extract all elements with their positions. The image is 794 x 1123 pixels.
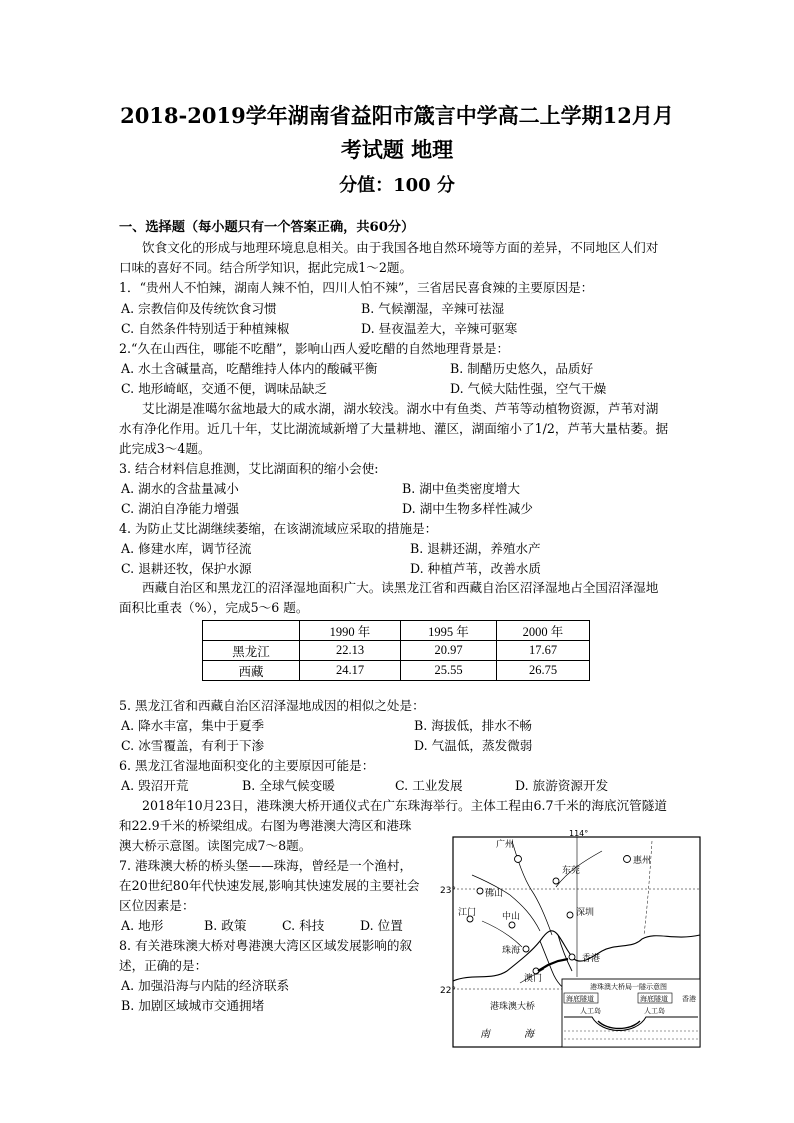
question-2-option-b[interactable]: B. 制醋历史悠久，品质好: [450, 361, 594, 376]
island-2-label: 人工岛: [644, 1007, 665, 1015]
sea-label-2: 海: [524, 1029, 534, 1040]
guangzhou-marker: [515, 856, 522, 863]
table-header-cell: [203, 621, 300, 641]
dongguan-label: 东莞: [562, 866, 581, 876]
bridge-label: 港珠澳大桥: [490, 1002, 536, 1012]
huizhou-label: 惠州: [633, 856, 652, 866]
table-cell: 25.55: [401, 661, 497, 681]
question-3-stem: 3. 结合材料信息推测，艾比湖面积的缩小会使:: [119, 461, 379, 476]
table-header-cell: 1990 年: [300, 621, 401, 641]
zhuhai-label: 珠海: [502, 946, 521, 956]
table-header-cell: 2000 年: [497, 621, 590, 641]
table-cell: 17.67: [497, 641, 590, 661]
dongguan-marker: [553, 878, 559, 884]
question-5-stem: 5. 黑龙江省和西藏自治区沼泽湿地成因的相似之处是：: [119, 698, 425, 713]
table-row: [203, 641, 590, 661]
table-cell: 20.97: [401, 641, 497, 661]
hongkong-label: 香港: [582, 954, 601, 964]
inset-hongkong-label: 香港: [682, 995, 696, 1003]
passage-1-line-1: 饮食文化的形成与地理环境息息相关。由于我国各地自然环境等方面的差异，不同地区人们对: [142, 240, 659, 255]
question-5-option-a[interactable]: A. 降水丰富，集中于夏季: [121, 718, 265, 733]
question-4-option-c[interactable]: C. 退耕还牧，保护水源: [121, 561, 252, 576]
question-4-option-d[interactable]: D. 种植芦苇，改善水质: [410, 561, 541, 576]
table-cell: 22.13: [300, 641, 401, 661]
shenzhen-label: 深圳: [576, 908, 595, 918]
question-6-option-d[interactable]: D. 旅游资源开发: [515, 778, 609, 793]
question-7-stem-3: 区位因素是：: [119, 898, 195, 913]
question-7-option-c[interactable]: C. 科技: [282, 918, 325, 933]
question-2-option-a[interactable]: A. 水土含碱量高，吃醋维持人体内的酸碱平衡: [121, 361, 378, 376]
table-cell: 24.17: [300, 661, 401, 681]
wetland-table: [202, 620, 590, 681]
question-7-option-b[interactable]: B. 政策: [204, 918, 247, 933]
passage-2-line-1: 艾比湖是准噶尔盆地最大的咸水湖，湖水较浅。湖水中有鱼类、芦苇等动植物资源，芦苇对湖: [142, 401, 659, 416]
passage-4-line-1: 2018年10月23日，港珠澳大桥开通仪式在广东珠海举行。主体工程由6.7千米的海底沉管隧道: [142, 798, 667, 813]
question-8-stem-1: 8. 有关港珠澳大桥对粤港澳大湾区区域发展影响的叙: [119, 938, 413, 953]
question-7-option-d[interactable]: D. 位置: [360, 918, 403, 933]
question-2-option-d[interactable]: D. 气候大陆性强，空气干燥: [450, 381, 607, 396]
question-3-option-d[interactable]: D. 湖中生物多样性减少: [402, 501, 533, 516]
question-1-stem: 1．“贵州人不怕辣，湖南人辣不怕，四川人怕不辣”，三省居民喜食辣的主要原因是：: [119, 280, 594, 295]
zhuhai-marker: [523, 946, 529, 952]
zhongshan-label: 中山: [502, 912, 521, 922]
question-6-option-a[interactable]: A. 毁沼开荒: [121, 778, 189, 793]
passage-3-line-1: 西藏自治区和黑龙江的沼泽湿地面积广大。读黑龙江省和西藏自治区沼泽湿地占全国沼泽湿地: [142, 580, 659, 595]
question-6-option-c[interactable]: C. 工业发展: [395, 778, 463, 793]
section-heading: 一、选择题（每小题只有一个答案正确，共60分）: [119, 220, 415, 235]
question-4-option-a[interactable]: A. 修建水库，调节径流: [121, 541, 252, 556]
question-6-option-b[interactable]: B. 全球气候变暖: [242, 778, 335, 793]
macao-label: 澳门: [524, 974, 543, 984]
passage-4-line-3: 澳大桥示意图。读图完成7～8题。: [119, 838, 312, 853]
passage-3-line-2: 面积比重表（%），完成5～6 题。: [119, 600, 309, 615]
lat-22-label: 22°: [440, 986, 456, 996]
question-6-stem: 6. 黑龙江省湿地面积变化的主要原因可能是：: [119, 758, 375, 773]
jiangmen-label: 江门: [458, 908, 477, 918]
table-row: [203, 661, 590, 681]
question-7-option-a[interactable]: A. 地形: [121, 918, 164, 933]
passage-1-line-2: 口味的喜好不同。结合所学知识，据此完成1～2题。: [119, 260, 413, 275]
question-5-option-b[interactable]: B. 海拔低，排水不畅: [414, 718, 533, 733]
question-8-option-b[interactable]: B. 加剧区域城市交通拥堵: [121, 998, 265, 1013]
question-3-option-b[interactable]: B. 湖中鱼类密度增大: [402, 481, 521, 496]
question-1-option-b[interactable]: B. 气候潮湿，辛辣可祛湿: [361, 301, 505, 316]
score-label: 分值：100 分: [339, 175, 455, 196]
hongkong-marker: [569, 954, 575, 960]
question-7-stem-2: 在20世纪80年代快速发展,影响其快速发展的主要社会: [119, 878, 420, 893]
passage-2-line-3: 此完成3～4题。: [119, 441, 211, 456]
inset-title: 港珠澳大桥局一隧示意图: [590, 983, 667, 991]
question-5-option-c[interactable]: C. 冰雪覆盖，有利于下渗: [121, 738, 265, 753]
title-line-1: 2018-2019学年湖南省益阳市箴言中学高二上学期12月月: [120, 103, 674, 128]
table-header-cell: 1995 年: [401, 621, 497, 641]
guangzhou-label: 广州: [496, 840, 515, 850]
lat-23-label: 23°: [440, 886, 456, 896]
table-cell: 黑龙江: [203, 641, 300, 661]
question-4-option-b[interactable]: B. 退耕还湖，养殖水产: [410, 541, 541, 556]
table-header-row: [203, 621, 590, 641]
question-4-stem: 4. 为防止艾比湖继续萎缩，在该湖流域应采取的措施是：: [119, 521, 438, 536]
huizhou-marker: [624, 856, 631, 863]
lon-label: 114°: [569, 829, 589, 838]
question-1-option-d[interactable]: D. 昼夜温差大，辛辣可驱寒: [361, 321, 518, 336]
foshan-marker: [477, 888, 483, 894]
question-7-stem-1: 7. 港珠澳大桥的桥头堡——珠海，曾经是一个渔村，: [119, 858, 413, 873]
shenzhen-marker: [567, 912, 573, 918]
question-3-option-c[interactable]: C. 湖泊自净能力增强: [121, 501, 239, 516]
table-cell: 西藏: [203, 661, 300, 681]
table-cell: 26.75: [497, 661, 590, 681]
island-1-label: 人工岛: [580, 1007, 601, 1015]
question-2-stem: 2.“久在山西住，哪能不吃醋”，影响山西人爱吃醋的自然地理背景是：: [119, 341, 510, 356]
gba-map: [440, 829, 702, 1049]
question-3-option-a[interactable]: A. 湖水的含盐量减小: [121, 481, 239, 496]
question-5-option-d[interactable]: D. 气温低，蒸发微弱: [414, 738, 533, 753]
zhongshan-marker: [509, 922, 515, 928]
question-1-option-a[interactable]: A. 宗教信仰及传统饮食习惯: [121, 301, 277, 316]
question-8-stem-2: 述，正确的是：: [119, 958, 208, 973]
question-8-option-a[interactable]: A. 加强沿海与内陆的经济联系: [121, 978, 290, 993]
foshan-label: 佛山: [485, 889, 504, 899]
tunnel-1-label: 海底隧道: [566, 995, 594, 1003]
passage-2-line-2: 水有净化作用。近几十年，艾比湖流域新增了大量耕地、灌区，湖面缩小了1/2，芦苇大量枯萎。据: [119, 421, 669, 436]
sea-label-1: 南: [480, 1029, 490, 1040]
title-line-2: 考试题 地理: [340, 137, 454, 162]
question-2-option-c[interactable]: C. 地形崎岖，交通不便，调味品缺乏: [121, 381, 328, 396]
passage-4-line-2: 和22.9千米的桥梁组成。右图为粤港澳大湾区和港珠: [119, 818, 412, 833]
question-1-option-c[interactable]: C. 自然条件特别适于种植辣椒: [121, 321, 290, 336]
tunnel-2-label: 海底隧道: [640, 995, 668, 1003]
